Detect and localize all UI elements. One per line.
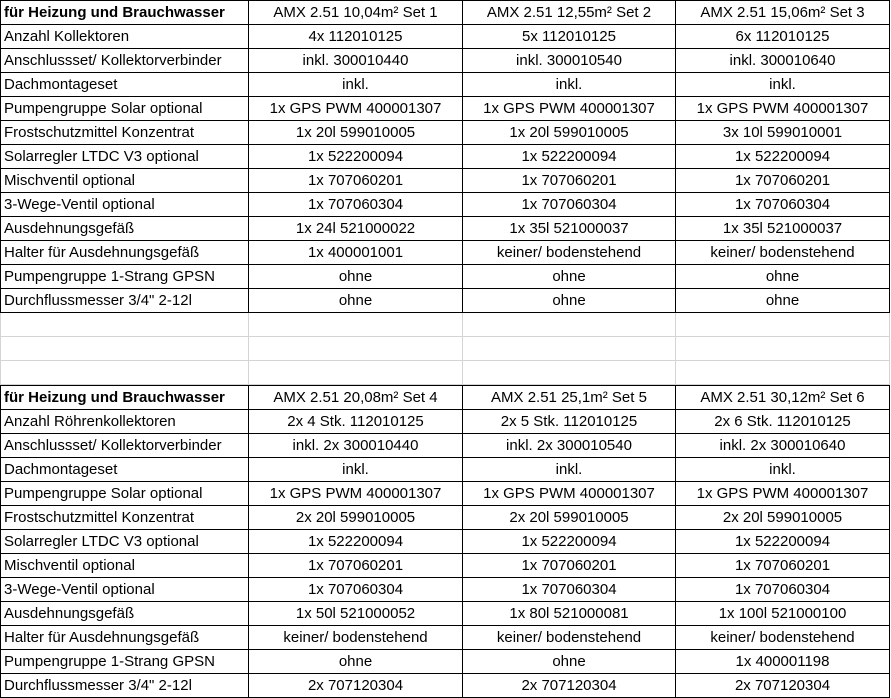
value-cell[interactable]: 1x 400001001 <box>249 241 463 265</box>
table-row <box>0 289 890 313</box>
blank-cell[interactable] <box>0 361 249 385</box>
value-cell[interactable]: inkl. <box>249 458 463 482</box>
value-cell[interactable]: 1x 522200094 <box>249 530 463 554</box>
table2-header-set5[interactable]: AMX 2.51 25,1m² Set 5 <box>463 386 676 410</box>
table-row <box>0 25 890 49</box>
value-cell[interactable]: 2x 707120304 <box>249 674 463 698</box>
value-cell[interactable]: 1x 20l 599010005 <box>249 121 463 145</box>
value-cell[interactable]: ohne <box>249 650 463 674</box>
row-label-cell[interactable]: Pumpengruppe Solar optional <box>0 97 249 121</box>
value-cell[interactable]: 1x 522200094 <box>463 530 676 554</box>
table-row <box>0 121 890 145</box>
row-label-cell[interactable]: Durchflussmesser 3/4" 2-12l <box>0 289 249 313</box>
value-cell[interactable]: 1x 707060304 <box>463 578 676 602</box>
blank-cell[interactable] <box>463 313 676 337</box>
value-cell[interactable]: ohne <box>463 650 676 674</box>
value-cell[interactable]: 5x 112010125 <box>463 25 676 49</box>
value-cell[interactable]: 2x 4 Stk. 112010125 <box>249 410 463 434</box>
row-label-cell[interactable]: Halter für Ausdehnungsgefäß <box>0 626 249 650</box>
row-label-cell[interactable]: Pumpengruppe 1-Strang GPSN <box>0 265 249 289</box>
value-cell[interactable]: 1x 707060201 <box>249 169 463 193</box>
row-label-cell[interactable]: Solarregler LTDC V3 optional <box>0 530 249 554</box>
value-cell[interactable]: 1x GPS PWM 400001307 <box>249 97 463 121</box>
row-label-cell[interactable]: 3-Wege-Ventil optional <box>0 193 249 217</box>
table-row <box>0 434 890 458</box>
value-cell[interactable]: inkl. <box>463 458 676 482</box>
table-row <box>0 49 890 73</box>
row-label-cell[interactable]: Anschlussset/ Kollektorverbinder <box>0 434 249 458</box>
value-cell[interactable]: ohne <box>463 265 676 289</box>
value-cell[interactable]: 2x 20l 599010005 <box>676 506 890 530</box>
value-cell[interactable]: 1x 707060201 <box>249 554 463 578</box>
value-cell[interactable]: 1x 707060201 <box>463 169 676 193</box>
value-cell[interactable]: 1x 24l 521000022 <box>249 217 463 241</box>
row-label-cell[interactable]: Solarregler LTDC V3 optional <box>0 145 249 169</box>
value-cell[interactable]: 2x 20l 599010005 <box>249 506 463 530</box>
value-cell[interactable]: keiner/ bodenstehend <box>249 626 463 650</box>
table-row <box>0 145 890 169</box>
blank-cell[interactable] <box>463 337 676 361</box>
table1-header-set1[interactable]: AMX 2.51 10,04m² Set 1 <box>249 0 463 25</box>
value-cell[interactable]: 1x 522200094 <box>463 145 676 169</box>
table2-header-set6[interactable]: AMX 2.51 30,12m² Set 6 <box>676 386 890 410</box>
value-cell[interactable]: keiner/ bodenstehend <box>463 241 676 265</box>
row-label-cell[interactable]: Dachmontageset <box>0 73 249 97</box>
table-row <box>0 530 890 554</box>
value-cell[interactable]: inkl. 300010640 <box>676 49 890 73</box>
table-row <box>0 410 890 434</box>
value-cell[interactable]: inkl. 2x 300010640 <box>676 434 890 458</box>
row-label-cell[interactable]: Frostschutzmittel Konzentrat <box>0 121 249 145</box>
blank-cell[interactable] <box>676 313 890 337</box>
value-cell[interactable]: ohne <box>676 289 890 313</box>
value-cell[interactable]: 1x 707060304 <box>676 193 890 217</box>
value-cell[interactable]: inkl. 2x 300010540 <box>463 434 676 458</box>
table1-header-set3[interactable]: AMX 2.51 15,06m² Set 3 <box>676 0 890 25</box>
value-cell[interactable]: ohne <box>249 289 463 313</box>
value-cell[interactable]: 1x 20l 599010005 <box>463 121 676 145</box>
blank-row <box>0 337 890 361</box>
blank-row <box>0 361 890 386</box>
table-row <box>0 458 890 482</box>
row-label-cell[interactable]: Mischventil optional <box>0 169 249 193</box>
blank-cell[interactable] <box>676 361 890 385</box>
value-cell[interactable]: 1x 707060304 <box>249 193 463 217</box>
table-row <box>0 97 890 121</box>
value-cell[interactable]: 1x GPS PWM 400001307 <box>463 97 676 121</box>
row-label-cell[interactable]: Anzahl Kollektoren <box>0 25 249 49</box>
row-label-cell[interactable]: Pumpengruppe 1-Strang GPSN <box>0 650 249 674</box>
value-cell[interactable]: ohne <box>249 265 463 289</box>
table-row <box>0 73 890 97</box>
value-cell[interactable]: inkl. <box>676 458 890 482</box>
value-cell[interactable]: 1x 80l 521000081 <box>463 602 676 626</box>
value-cell[interactable]: 1x 522200094 <box>676 145 890 169</box>
row-label-cell[interactable]: Anschlussset/ Kollektorverbinder <box>0 49 249 73</box>
table-row <box>0 241 890 265</box>
value-cell[interactable]: 1x 522200094 <box>676 530 890 554</box>
value-cell[interactable]: inkl. <box>463 73 676 97</box>
row-label-cell[interactable]: Mischventil optional <box>0 554 249 578</box>
table-row <box>0 193 890 217</box>
value-cell[interactable]: inkl. 300010540 <box>463 49 676 73</box>
row-label-cell[interactable]: Halter für Ausdehnungsgefäß <box>0 241 249 265</box>
value-cell[interactable]: ohne <box>463 289 676 313</box>
value-cell[interactable]: 1x GPS PWM 400001307 <box>676 482 890 506</box>
table-row <box>0 169 890 193</box>
table-row <box>0 650 890 674</box>
value-cell[interactable]: 2x 5 Stk. 112010125 <box>463 410 676 434</box>
value-cell[interactable]: keiner/ bodenstehend <box>676 626 890 650</box>
value-cell[interactable]: keiner/ bodenstehend <box>463 626 676 650</box>
value-cell[interactable]: keiner/ bodenstehend <box>676 241 890 265</box>
blank-cell[interactable] <box>0 313 249 337</box>
table1-header-row <box>0 0 890 25</box>
value-cell[interactable]: inkl. <box>249 73 463 97</box>
value-cell[interactable]: 1x 707060201 <box>463 554 676 578</box>
table-row <box>0 554 890 578</box>
row-label-cell[interactable]: Pumpengruppe Solar optional <box>0 482 249 506</box>
value-cell[interactable]: 1x GPS PWM 400001307 <box>676 97 890 121</box>
table-row <box>0 482 890 506</box>
row-label-cell[interactable]: Anzahl Röhrenkollektoren <box>0 410 249 434</box>
value-cell[interactable]: 1x 707060201 <box>676 554 890 578</box>
value-cell[interactable]: 1x GPS PWM 400001307 <box>463 482 676 506</box>
value-cell[interactable]: 1x 100l 521000100 <box>676 602 890 626</box>
value-cell[interactable]: 1x 707060304 <box>676 578 890 602</box>
table-row <box>0 217 890 241</box>
blank-cell[interactable] <box>249 337 463 361</box>
value-cell[interactable]: 1x 35l 521000037 <box>463 217 676 241</box>
value-cell[interactable]: 2x 707120304 <box>463 674 676 698</box>
table2-body <box>0 410 890 698</box>
value-cell[interactable]: 3x 10l 599010001 <box>676 121 890 145</box>
table1-body <box>0 25 890 313</box>
table-row <box>0 506 890 530</box>
value-cell[interactable]: inkl. 300010440 <box>249 49 463 73</box>
row-label-cell[interactable]: 3-Wege-Ventil optional <box>0 578 249 602</box>
row-label-cell[interactable]: Frostschutzmittel Konzentrat <box>0 506 249 530</box>
value-cell[interactable]: 1x 707060201 <box>676 169 890 193</box>
table2-header-label[interactable]: für Heizung und Brauchwasser <box>0 386 249 410</box>
value-cell[interactable]: 1x 707060304 <box>249 578 463 602</box>
value-cell[interactable]: 1x 522200094 <box>249 145 463 169</box>
table1-header-set2[interactable]: AMX 2.51 12,55m² Set 2 <box>463 0 676 25</box>
blank-cell[interactable] <box>249 313 463 337</box>
value-cell[interactable]: 2x 6 Stk. 112010125 <box>676 410 890 434</box>
table-row <box>0 578 890 602</box>
table1-header-label[interactable]: für Heizung und Brauchwasser <box>0 0 249 25</box>
row-label-cell[interactable]: Dachmontageset <box>0 458 249 482</box>
blank-cell[interactable] <box>676 337 890 361</box>
row-label-cell[interactable]: Ausdehnungsgefäß <box>0 217 249 241</box>
blank-cell[interactable] <box>463 361 676 385</box>
value-cell[interactable]: 1x 50l 521000052 <box>249 602 463 626</box>
value-cell[interactable]: 6x 112010125 <box>676 25 890 49</box>
value-cell[interactable]: 1x 400001198 <box>676 650 890 674</box>
value-cell[interactable]: 1x 35l 521000037 <box>676 217 890 241</box>
value-cell[interactable]: ohne <box>676 265 890 289</box>
value-cell[interactable]: inkl. 2x 300010440 <box>249 434 463 458</box>
table-row <box>0 602 890 626</box>
table-row <box>0 626 890 650</box>
table-row <box>0 265 890 289</box>
row-label-cell[interactable]: Durchflussmesser 3/4" 2-12l <box>0 674 249 698</box>
value-cell[interactable]: 2x 707120304 <box>676 674 890 698</box>
value-cell[interactable]: 1x GPS PWM 400001307 <box>249 482 463 506</box>
row-label-cell[interactable]: Ausdehnungsgefäß <box>0 602 249 626</box>
blank-row <box>0 313 890 337</box>
blank-cell[interactable] <box>0 337 249 361</box>
value-cell[interactable]: 1x 707060304 <box>463 193 676 217</box>
value-cell[interactable]: 4x 112010125 <box>249 25 463 49</box>
blank-cell[interactable] <box>249 361 463 385</box>
value-cell[interactable]: 2x 20l 599010005 <box>463 506 676 530</box>
table2-header-row <box>0 386 890 410</box>
table-row <box>0 674 890 698</box>
table2-header-set4[interactable]: AMX 2.51 20,08m² Set 4 <box>249 386 463 410</box>
value-cell[interactable]: inkl. <box>676 73 890 97</box>
